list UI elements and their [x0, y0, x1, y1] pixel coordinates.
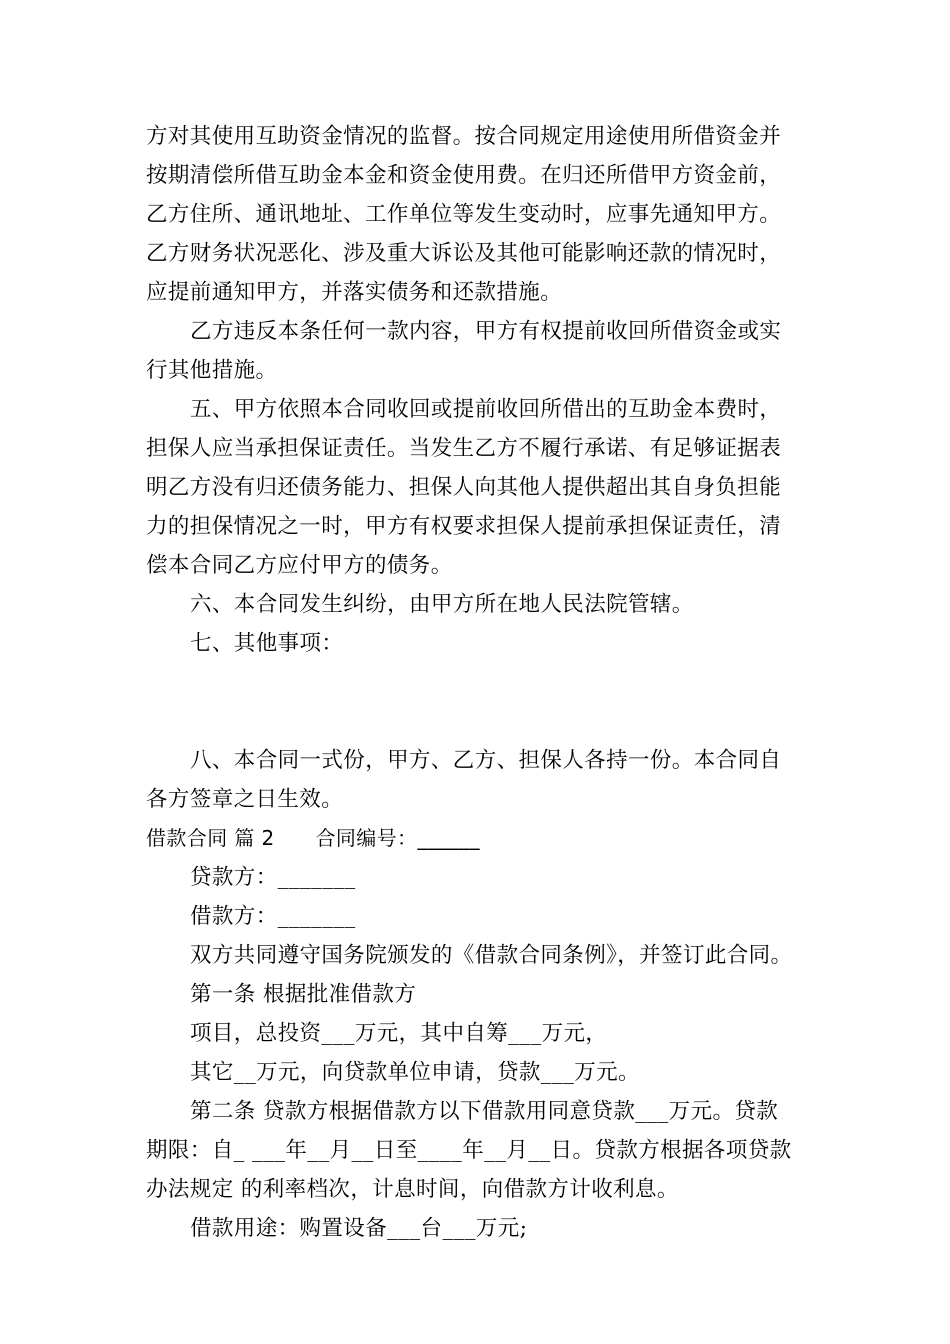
- document-body: [146, 117, 808, 1248]
- paragraph-line: 担保人应当承担保证责任。当发生乙方不履行承诺、有足够证据表: [146, 436, 782, 461]
- paragraph-line: 项目，总投资___万元，其中自筹___万元，: [190, 1021, 608, 1046]
- clause-six: 六、本合同发生纠纷，由甲方所在地人民法院管辖。: [190, 592, 694, 617]
- paragraph-line: 期限：自_ ___年__月__日至____年__月__日。贷款方根据各项贷款: [146, 1138, 792, 1163]
- borrower-field: 借款方：_______: [190, 904, 356, 929]
- paragraph-line: 行其他措施。: [146, 358, 278, 383]
- blank-space: [146, 663, 808, 741]
- paragraph-line: 办法规定 的利率档次，计息时间，向借款方计收利息。: [146, 1177, 679, 1202]
- paragraph-line: 其它__万元，向贷款单位申请，贷款___万元。: [190, 1060, 640, 1085]
- lender-field: 贷款方：_______: [190, 865, 356, 890]
- paragraph-line: 偿本合同乙方应付甲方的债务。: [146, 553, 453, 578]
- paragraph-line: 双方共同遵守国务院颁发的《借款合同条例》，并签订此合同。: [190, 943, 793, 968]
- paragraph-line: 乙方住所、通讯地址、工作单位等发生变动时，应事先通知甲方。: [146, 202, 782, 227]
- paragraph-line: 明乙方没有归还债务能力、担保人向其他人提供超出其自身负担能: [146, 475, 782, 500]
- paragraph-line: 方对其使用互助资金情况的监督。按合同规定用途使用所借资金并: [146, 124, 782, 149]
- paragraph-line: 应提前通知甲方，并落实债务和还款措施。: [146, 280, 563, 305]
- article-one: 第一条 根据批准借款方: [190, 982, 417, 1007]
- loan-purpose: 借款用途：购置设备___台___万元;: [190, 1216, 528, 1241]
- clause-seven: 七、其他事项：: [190, 631, 344, 656]
- paragraph-line: 各方签章之日生效。: [146, 787, 344, 812]
- clause-eight: 八、本合同一式份，甲方、乙方、担保人各持一份。本合同自: [190, 748, 782, 773]
- contract-heading: 借款合同 篇 2 合同编号：______: [146, 826, 480, 850]
- paragraph-line: 按期清偿所借互助金本金和资金使用费。在归还所借甲方资金前，: [146, 163, 782, 188]
- paragraph-line: 力的担保情况之一时，甲方有权要求担保人提前承担保证责任，清: [146, 514, 782, 539]
- paragraph-line: 乙方财务状况恶化、涉及重大诉讼及其他可能影响还款的情况时，: [146, 241, 782, 266]
- article-two: 第二条 贷款方根据借款方以下借款用同意贷款___万元。贷款: [190, 1099, 779, 1124]
- paragraph-line: 乙方违反本条任何一款内容，甲方有权提前收回所借资金或实: [190, 319, 782, 344]
- clause-five: 五、甲方依照本合同收回或提前收回所借出的互助金本费时，: [190, 397, 782, 422]
